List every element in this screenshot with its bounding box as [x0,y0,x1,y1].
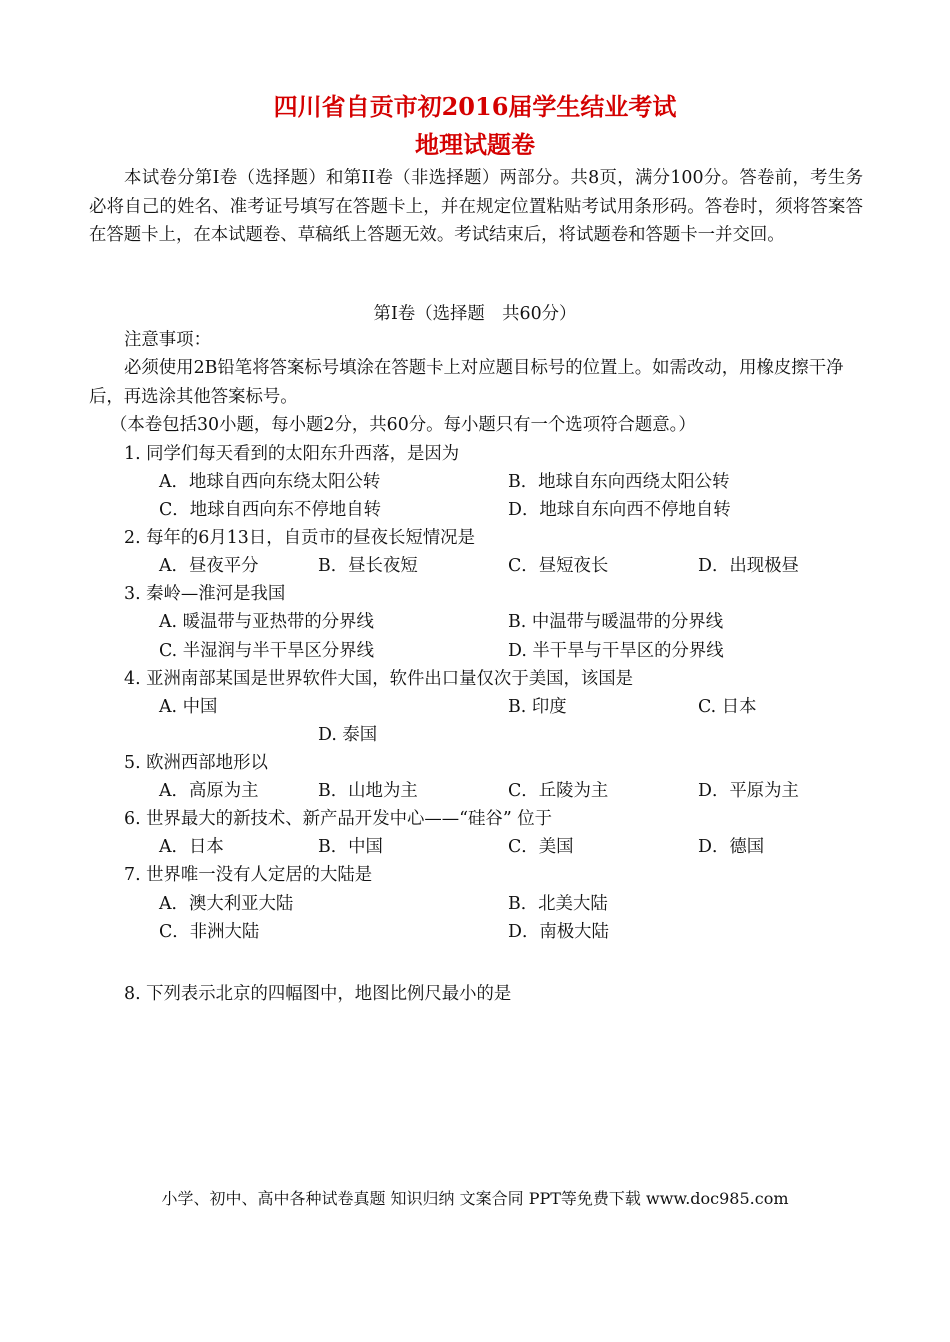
question-1-option-a: A．地球自西向东绕太阳公转 [159,472,381,492]
question-7-option-b: B．北美大陆 [508,894,608,914]
question-7-option-d: D．南极大陆 [508,922,609,942]
question-2-stem: 2. 每年的6月13日，自贡市的昼夜长短情况是 [124,528,475,548]
question-3-option-c: C. 半湿润与半干旱区分界线 [159,641,375,661]
question-7-stem: 7. 世界唯一没有人定居的大陆是 [124,865,373,885]
question-6-option-c: C．美国 [508,837,574,857]
question-1-option-d: D．地球自东向西不停地自转 [508,500,731,520]
question-2-option-d: D．出现极昼 [698,556,799,576]
question-1-option-b: B．地球自东向西绕太阳公转 [508,472,730,492]
question-1-stem: 1. 同学们每天看到的太阳东升西落，是因为 [124,444,460,464]
question-3-stem: 3. 秦岭—淮河是我国 [124,584,286,604]
question-5-stem: 5. 欧洲西部地形以 [124,753,268,773]
question-3-option-d: D. 半干旱与干旱区的分界线 [508,641,724,661]
exam-subtitle: 地理试题卷 [415,130,535,159]
question-3-option-a: A. 暖温带与亚热带的分界线 [159,612,374,632]
question-1-option-c: C．地球自西向东不停地自转 [159,500,381,520]
question-5-option-a: A．高原为主 [159,781,259,801]
page-footer: 小学、初中、高中各种试卷真题 知识归纳 文案合同 PPT等免费下载 www.doc985.com [161,1189,789,1208]
exam-title: 四川省自贡市初2016届学生结业考试 [273,92,677,121]
question-6-option-d: D．德国 [698,837,765,857]
section-rules: （本卷包括30小题，每小题2分，共60分。每小题只有一个选项符合题意。） [110,415,696,435]
question-2-option-c: C．昼短夜长 [508,556,609,576]
question-2-option-a: A．昼夜平分 [159,556,259,576]
question-4-option-a: A. 中国 [159,697,218,717]
question-8-stem: 8. 下列表示北京的四幅图中，地图比例尺最小的是 [124,984,512,1004]
question-5-option-b: B．山地为主 [318,781,418,801]
question-6-option-b: B．中国 [318,837,383,857]
question-4-option-c: C. 日本 [698,697,757,717]
question-4-option-b: B. 印度 [508,697,567,717]
section-heading: 第Ⅰ卷（选择题 共60分） [373,304,577,324]
notice-text: 必须使用2B铅笔将答案标号填涂在答题卡上对应题目标号的位置上。如需改动，用橡皮擦干净后，再选涂其他答案标号。 [89,358,844,407]
question-2-option-b: B．昼长夜短 [318,556,418,576]
question-7-option-c: C．非洲大陆 [159,922,260,942]
question-5-option-c: C．丘陵为主 [508,781,609,801]
question-4-option-d: D. 泰国 [318,725,378,745]
question-6-option-a: A．日本 [159,837,224,857]
intro-paragraph: 本试卷分第Ⅰ卷（选择题）和第II卷（非选择题）两部分。共8页，满分100分。答卷前，考生务必将自己的姓名、准考证号填写在答题卡上，并在规定位置粘贴考试用条形码。答卷时，须将答案答在答题卡上，在本试题卷、草稿纸上答题无效。考试结束后，将试题卷和答题卡一并交回。 [89,168,863,245]
question-6-stem: 6. 世界最大的新技术、新产品开发中心——“硅谷” 位于 [124,809,553,829]
question-5-option-d: D．平原为主 [698,781,799,801]
notice-heading: 注意事项： [124,330,211,350]
question-4-stem: 4. 亚洲南部某国是世界软件大国，软件出口量仅次于美国，该国是 [124,669,634,689]
question-3-option-b: B. 中温带与暖温带的分界线 [508,612,724,632]
question-7-option-a: A．澳大利亚大陆 [159,894,294,914]
